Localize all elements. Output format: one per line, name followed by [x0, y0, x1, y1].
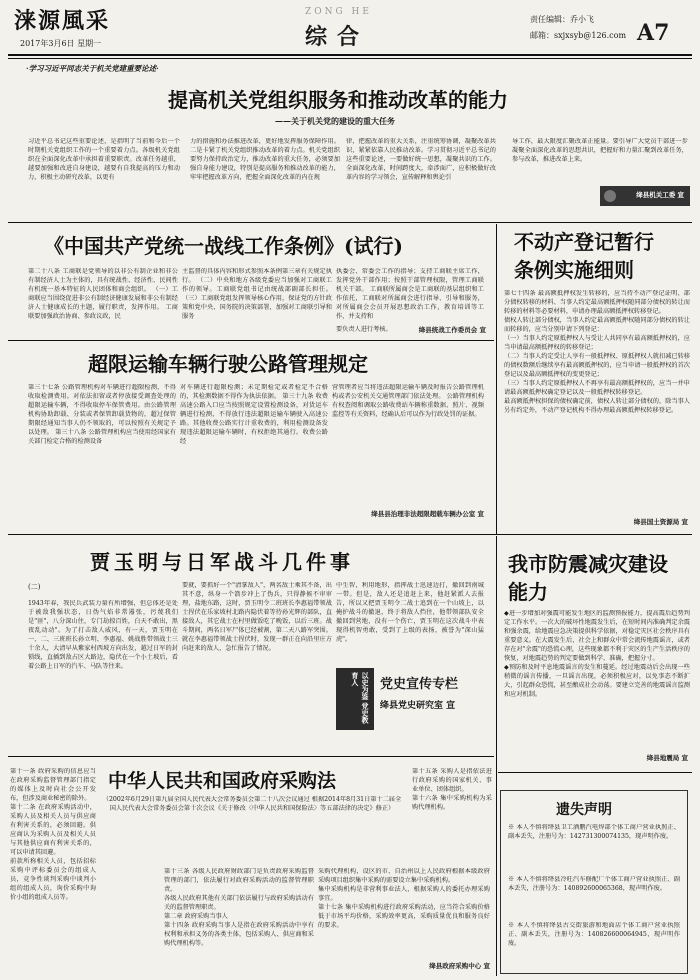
real-estate-body: 第七十四条 最高额抵押权发生转移的，应当持不动产登记证明、部分债权转移的材料、当事人约定最高额抵押权随同部分债权的转让而转移的材料等必要材料，申请办理最高额抵押权转移登记。 债权人转让部分债权，当事人约定最高额抵押权随同部分债权的转让而转移的，应当分别申请下列登记： （一）当事人约定原抵押权人与受让人共同享有最高额抵押权的，应当申请最高额抵押权的转移登记； （二）当事人约定受让人享有一般抵押权、原抵押权人就扣减已转移的债权数额后继续享有最高额抵押权的，应当申请一般抵押权的首次登记以及最高额抵押权的变更登记； （三）当事人约定原抵押权人不再享有最高额抵押权的，应当一并申请最高额抵押权确定登记以及一般抵押权转移登记。 最高额抵押权担保的债权确定前，债权人转让部分债权的，除当事人另有约定外，不动产登记机构不得办理最高额抵押权转移登记。 — [504, 290, 690, 414]
article-title-earthquake-1: 我市防震减灾建设 — [508, 552, 668, 576]
united-front-col3: 执委会、常委会工作的指导；支持工商联主席工作，发挥党外干部作用；按照干部管理权限，管理工商联机关干部。 工商联所属商会是工商联的基层组织和工作依托，工商联对所属商会进行指导、引导和服务，对所属商会会员开展思想政治工作，教育培训等工作，并支持和 — [336, 268, 484, 320]
party-history-title: 党史宣传专栏 — [380, 677, 459, 692]
united-front-col1: 第二十八条 工商联是党领导的以非公有制企业和非公有制经济人士为主体的，具有统战性、经济性、民间性有机统一基本特征的人民团体和商会组织。 （一）工商联应当围绕促进非公有制经济健康发展和非公有制经济人士健康成长的主题，履行职责，发挥作用。 工商联要加强政治协商、参政议政，民 — [28, 268, 178, 320]
lost-notice-item: ※ 本人不慎将绛县冷旺汽车修配厂个体工商户营业执照正、副本丢失，注册号为：140892600065368，现声明作废。 — [508, 876, 680, 892]
article-title-party-org: 提高机关党组织服务和推动改革的能力 — [168, 88, 508, 112]
article-text-col4: 导工作，最大限度汇聚改革正能量。要引导广大党员干部进一步凝聚全面深化改革的思想共识，把握好和力量汇聚到改革任务，参与改革，推进改革上来。 — [512, 138, 688, 163]
section-pinyin: ZONG HE — [305, 7, 372, 17]
page-number: A7 — [637, 20, 670, 46]
earthquake-body: ◆进一步增加对强震可能发生地区的监测预报能力，提高震后趋势判定工作水平。一次大的破坏性地震发生后，在短时间内准确判定余震和强余震，给地震应急决策提供科学依据，对稳定灾区社会秩序具有重要意义。在大震发生后，社会上和群众中常会流传地震谣言，或者存在对"余震"的恐慌心理，这些现象都不利于灾区的生产生活秩序的恢复，对地震趋势的判定要做到科学、准确，把握分寸。 ◆预防和及时平息地震谣言的发生和蔓延。经过地震动后会出现一些稍微的谣言传播，一旦谣言出现，必须积极应对，以免事态不断扩大，引起群众恐慌，甚至酿成社会动荡。要建立完善的地震谣言监测和应对机制。 — [504, 610, 690, 698]
column-rule — [496, 536, 497, 976]
section-divider — [8, 756, 494, 757]
lost-notice-item: ※ 本人不慎将绛县卫工酒鹏汽电焊部个体工商户营业执照正、副本丢失，注册号为：142731300074135，现声明作废。 — [508, 824, 680, 840]
lost-notice-item: ※ 本人不慎将绛县古交街旅游和地面店个体工商户营业执照正、副本丢失，注册号为：140826600064945，现声明作废。 — [508, 922, 680, 947]
section-divider — [8, 534, 692, 535]
article-title-united-front: 《中国共产党统一战线工作条例》(试行) — [44, 234, 403, 258]
header-rule-thin — [8, 58, 692, 59]
editor-info — [530, 14, 626, 45]
overload-col2: 对车辆进行超限检测；未定期检定或者检定不合格的，其检测数据不得作为执法依据。 第三十九条 收费高速公路入口应当按照规定设置检测设备，对货运车辆进行检测，不得放行违法超限运输车辆驶入高速公路。其他收费公路实行计重收费的，利用检测设备发现违法超限运输车辆时，有权拒绝其通行。收费公路经 — [180, 384, 328, 445]
lost-notice-title: 遗失声明 — [556, 802, 612, 818]
article-credit-earthquake: 绛县地震局 宣 — [646, 754, 688, 762]
procurement-right-col: 第十五条 采购人是指依法进行政府采购的国家机关、事业单位、团体组织。 第十六条 集中采购机构为采购代理机构。 — [412, 768, 492, 811]
article-title-real-estate-2: 条例实施细则 — [514, 258, 634, 282]
article-title-overload: 超限运输车辆行驶公路管理规定 — [88, 352, 368, 376]
email-link[interactable]: 邮箱：sxjxsyb@126.com — [530, 30, 627, 40]
article-credit-overload: 绛县县治理非法超限超载车辆办公室 宣 — [371, 510, 484, 518]
party-history-credit: 绛县党史研究室 宣 — [380, 701, 456, 711]
party-history-badge: 以史为鉴 党史教育人 — [336, 668, 374, 730]
section-divider — [8, 340, 494, 341]
paper-name: 涞源風采 — [14, 8, 111, 34]
article-text-col3: 律，把握改革的重大关系，注重统筹协调，凝聚改革共识，紧紧依靠人民推动改革。学习贯彻习近平总书记的这些重要论述，一要做好统一思想，凝聚共识的工作。全面深化改革，时间跨度大，牵涉面广，应积极做好改革内容的学习领会，宣传解释和舆论引 — [346, 138, 496, 181]
article-text-col2: 力的措施和办法推进改革，更好地发挥服务保障作用。二是卡紧了机关党组织推动改革的着力点。机关党组织要努力保持政治定力，推动改革的重大任务，必须要加强自身能力建设，特别是提高服务和推动改革的能力，牢牢把握改革方向，把握全面深化改革的内在规 — [190, 138, 340, 181]
procurement-col3: 采购代理机构，设区的市、自治州以上人民政府根据本级政府采购项目组织集中采购的需要设立集中采购机构。 集中采购机构是非营利事业法人，根据采购人的委托办理采购事宜。 第十七条 集中采购机构进行政府采购活动，应当符合采购价格低于市场平均价格，采购效率更高，采购质量优良和服务良好的要求。 — [318, 868, 490, 929]
article-credit-party-org: 绛县机关工委 宣 — [636, 191, 684, 199]
editor-label: 责任编辑：乔小飞 — [530, 15, 594, 24]
overload-col3: 营管理者应当将违法超限运输车辆及时报告公路管理机构或者公安机关交通管理部门依法处理。 公路管理机构有权查阅和调取公路收费站车辆称重数据、照片、视频监控等有关资料，经确认后可以作为行政处罚的证据。 — [332, 384, 484, 418]
united-front-col2: 主监督的具体内容和形式参照本条例第三章有关规定执行。 （二）中央和地方各级党委应当加强对工商联工作的领导。工商联党组书记由统战部副部长担任。 （三）工商联党组发挥领导核心作用，保证党的方针政策和党中央、国务院的决策部署，加强对工商联引导和服务 — [182, 268, 332, 320]
procurement-left-col: 第十一条 政府采购的信息应当在政府采购监督管理部门指定的媒体上及时向社会公开发布，但涉及商业秘密的除外。 第十二条 在政府采购活动中，采购人员及相关人员与供应商有利害关系的，必须回避。供应商认为采购人员及相关人员与其他供应商有利害关系的，可以申请其回避。 前款所称相关人员，包括招标采购中评标委员会的组成人员，竞争性谈判采购中谈判小组的组成人员，询价采购中询价小组的组成人员等。 — [10, 768, 96, 901]
issue-date: 2017年3月6日 星期一 — [20, 39, 102, 48]
procurement-preamble: （2002年6月29日第九届全国人民代表大会常务委员会第二十八次会议通过 根据2014年8月31日第十二届全国人民代表大会常务委员会第十次会议《关于修改〈中华人民共和国保险法〉等五部法律的决定》修正） — [102, 796, 402, 812]
united-front-col3-end: 要负责人进行考核。 — [336, 326, 392, 333]
section-divider — [8, 222, 692, 223]
jia-yuming-col2: 要就，要抓好一个"清掌敌人"，两名敌士乘其不备，出其不意，纵身一个箭步冲上了伪兵，只得静候不审审理，盐地东路，这时，贾玉明令二班班长李惠福带领战士捏伏在乐家坡村北路内隐伏着等待孙光辉的部队，直接敌人，其它战士在村里做饭吃了晚饭，以后三班。战斗期间，两名日军尸体已经被割，第二天八路军突围。就在李惠福带领战士捏伏时，发现一群正在向沿里庄方向赶来的敌人，急忙报告了情况。 — [182, 582, 332, 652]
article-title-real-estate-1: 不动产登记暂行 — [514, 230, 654, 254]
article-title-procurement: 中华人民共和国政府采购法 — [108, 770, 337, 792]
jia-yuming-col1: 1943年春，我民兵武装力量有所增强，但总体还是处于被敌我强状态，日伪气焰非常嚣张，污蔑我们是"匪"，八分深山住，专门劫掠百姓，白天不敢出，黑夜乱动动"。为了打击敌人威风，有一天，贾玉明在一、二、三班班长孙立明、李惠福、姚战胜带领战士三十余人，大清早从紫家村西坡方向出发，越过日军的封锁线，直插到敌占区大路边，隐伏在一个小土坡后，看着公路上日军的汽车、马队等往来。 — [28, 600, 178, 670]
article-text-col1: 习近平总书记这些重要论述，是指明了当前和今后一个时期机关党组织工作的一个重要着力点。各级机关党组织在全面深化改革中承担着重要职责。改革任务越重，越要加强和改进自身建设，越要有自我提高的压力和动力，积极主动研究改革，以更有 — [28, 138, 180, 181]
jia-yuming-col3: 中生智，利用地形，指挥战士迅速边打，撤回到南城一带。但是，敌人还是追赶上来，他赶紧派人去报告，所以又把贾玉明令二战士追到在一个山坡上，以掩护战斗的撤退，终于将敌人挡住，他带领部队安全撤回到营地，没有一个伤亡，贾玉明在这次战斗中表现得机智勇敢，受到了上级的表扬，被誉为"深山猛虎"。 — [336, 582, 484, 643]
overload-col1: 第三十七条 公路管理机构对车辆进行超限检测，不得收取检测费用。对依法扣留或者停放接受调查处理的超限运输车辆，不得收取停车保管费用。由公路管理机构协助卸载、分装或者保管卸载货物的，超过保管期限经通知当事人仍不领取的，可以按照有关规定予以处理。 第三十八条 公路管理机构应当使用经国家有关部门检定合格的检测设备 — [28, 384, 176, 445]
article-credit-procurement: 绛县政府采购中心 宣 — [429, 962, 490, 970]
article-credit-real-estate: 绛县国土资源局 宣 — [633, 518, 688, 526]
header-rule — [8, 54, 692, 56]
section-divider — [498, 772, 692, 773]
column-slogan: ·学习习近平同志关于机关党建重要论述· — [26, 64, 159, 73]
party-history-box — [336, 668, 486, 746]
procurement-col2: 第十三条 各级人民政府财政部门是负责政府采购监督管理的部门，依法履行对政府采购活动的监督管理职责。 各级人民政府其他有关部门依法履行与政府采购活动有关的监督管理职责。 第二章 政府采购当事人 第十四条 政府采购当事人是指在政府采购活动中享有权利和承担义务的各类主体，包括采购人、供应商和采购代理机构等。 — [164, 868, 314, 947]
article-title-jia-yuming: 贾玉明与日军战斗几件事 — [90, 550, 354, 574]
article-title-earthquake-2: 能力 — [508, 580, 548, 604]
column-rule — [496, 224, 497, 534]
section-title: 综合 — [305, 24, 370, 50]
article-part: (二) — [28, 583, 41, 591]
article-credit-united-front: 绛县统战工作委员会 宣 — [418, 326, 486, 334]
article-subtitle-party-org: ——关于机关党的建设的重大任务 — [275, 116, 395, 126]
